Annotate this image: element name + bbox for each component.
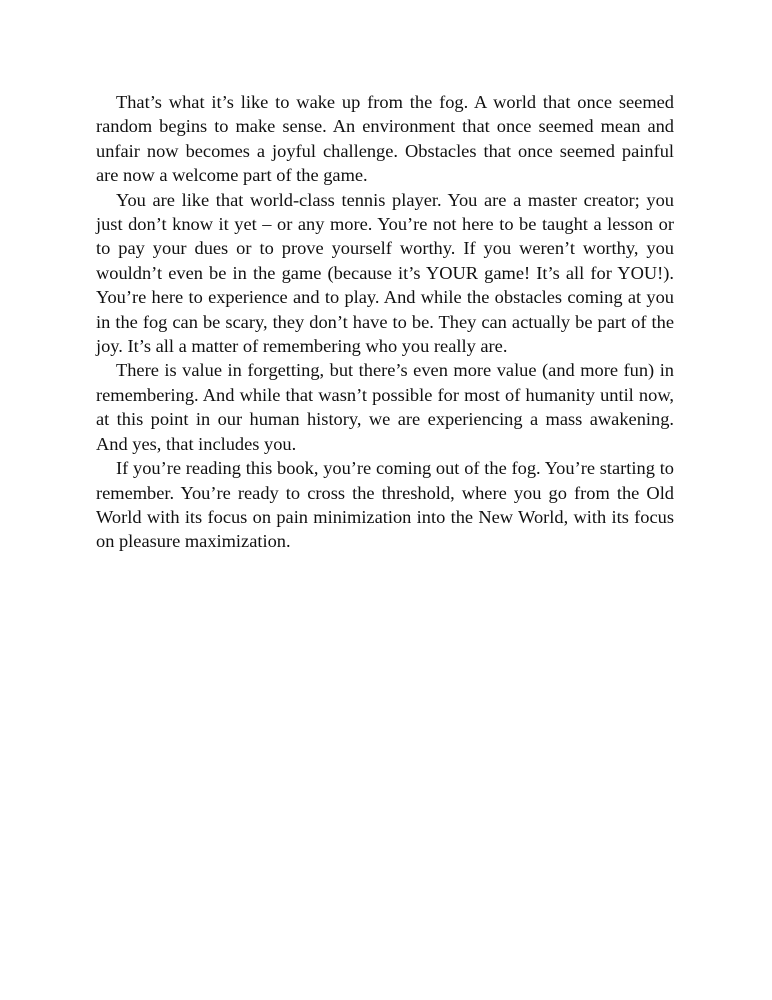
paragraph: There is value in forgetting, but there’s even more value (and more fun) in remembering. And while that wasn’t possible for most of humanity until now, at this point in our human history, we are experiencing a mass awakening. And yes, that includes you. [96, 360, 674, 454]
paragraph: If you’re reading this book, you’re coming out of the fog. You’re starting to remember. You’re ready to cross the threshold, where you go from the Old World with its focus on pain minimization into the New World, with its focus on pleasure maximization. [96, 458, 674, 552]
paragraph: That’s what it’s like to wake up from the fog. A world that once seemed random begins to make sense. An environment that once seemed mean and unfair now becomes a joyful challenge. Obstacles that once seemed painful are now a welcome part of the game. [96, 92, 674, 186]
paragraph: You are like that world-class tennis player. You are a master creator; you just don’t know it yet – or any more. You’re not here to be taught a lesson or to pay your dues or to prove yourself worthy. If you weren’t worthy, you wouldn’t even be in the game (because it’s YOUR game! It’s all for YOU!). You’re here to experience and to play. And while the obstacles coming at you in the fog can be scary, they don’t have to be. They can actually be part of the joy. It’s all a matter of remembering who you really are. [96, 189, 674, 357]
document-page [96, 90, 674, 554]
